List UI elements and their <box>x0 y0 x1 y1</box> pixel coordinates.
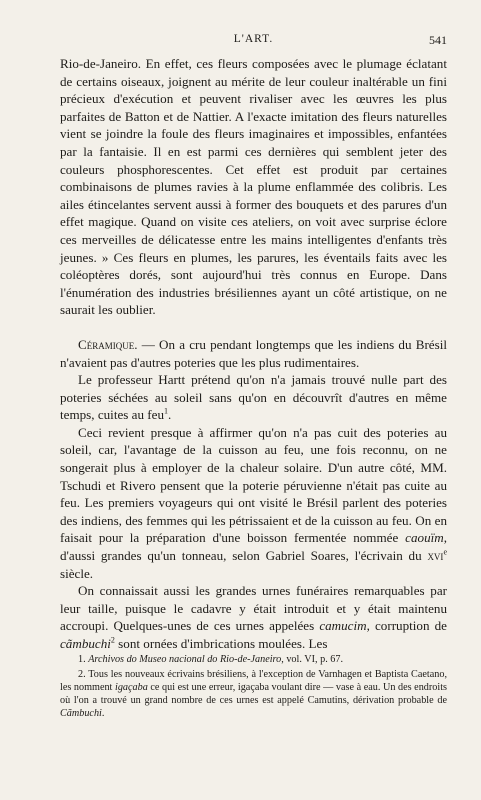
section-title-ceramique: Céramique. <box>78 336 138 352</box>
running-head: L'ART. <box>233 33 274 45</box>
paragraph-feathers: Rio-de-Janeiro. En effet, ces fleurs composées avec le plumage éclatant de certains oiseaux, joignent au mérite de leur couleur inaltérable un fini précieux d'exécution et peuvent rivaliser avec les œuvres les plus parfaites de Batton et de Nattier. A l'exacte imitation des fleurs naturelles vient se joindre la foule des fleurs imaginaires et impossibles, enfantées par la fantaisie. Il en est parmi ces dernières qui semblent jeter des couleurs phosphorescentes. Cet effet est produit par certaines combinaisons de plumes ravies à la plume enflammée des colibris. Les ailes étincelantes servent aussi à former des bouquets et des parures d'un effet magique. Quand on visite ces ateliers, on voit avec surprise éclore ces merveilles de délicatesse entre les mains intelligentes d'enfants très jeunes. » Ces fleurs en plumes, les parures, les éventails faits avec les coléoptères dorés, sont aujourd'hui très connus en Europe. Dans l'énumération des industries brésiliennes ayant un côté artistique, on ne saurait les oublier. <box>60 56 447 318</box>
footnote-text: ce qui est une erreur, igaçaba voulant dire — vase à eau. Un des endroits où l'on a trouvé un grand nombre de ces urnes est appelé Camutins, dérivation probable de <box>60 681 447 706</box>
paragraph-text: — On a cru pendant longtemps que les indiens du Brésil n'avaient pas d'autres poteries que les plus rudimentaires. <box>60 336 447 370</box>
century-numeral: xvi <box>427 548 444 564</box>
paragraph-hartt <box>60 371 447 424</box>
term-cambuchi: cãmbuchi <box>60 636 111 651</box>
paragraph-text: , corruption de <box>366 618 447 634</box>
paragraph-text: , d'aussi grandes qu'un tonneau, selon Gabriel Soares, l'écrivain du <box>60 530 447 564</box>
term-camucim: camucim <box>319 618 367 634</box>
footnote-ref-1[interactable]: 1 <box>164 406 168 416</box>
body-text <box>60 55 447 653</box>
paragraph-cuisson <box>60 424 447 582</box>
footnote-text: , vol. VI, p. 67. <box>281 654 344 665</box>
footnote-2 <box>60 669 447 721</box>
term-igacaba: igaçaba <box>114 681 148 693</box>
footnote-source-title: Archivos do Museo nacional do Rio-de-Janeiro <box>88 654 282 665</box>
footnotes <box>60 654 447 723</box>
page-header <box>60 33 447 49</box>
term-cambuchi-footnote: Cãmbuchi <box>60 707 102 719</box>
paragraph-text: Ceci revient presque à affirmer qu'on n'a pas cuit des poteries au soleil, car, l'avantage de la cuisson au feu, une fois reconnu, on ne songerait plus à employer de la chaleur solaire. D'un autre côté, MM. Tschudi et Rivero pensent que la poterie péruvienne n'était pas cuite au feu. Les premiers voyageurs qui ont visité le Brésil parlent des poteries des indiens, des femmes qui les pétrissaient et de la cuisson au feu. On en faisait pour la préparation d'une boisson fermentée nommée <box>60 424 447 546</box>
paragraph-text: sont ornées d'imbrications moulées. Les <box>114 636 328 651</box>
page-number: 541 <box>429 33 447 47</box>
term-caouim: caouïm <box>405 530 444 546</box>
footnote-text: . <box>101 707 105 719</box>
footnote-text: 2. Tous les nouveaux écrivains brésiliens, à l'exception de Varnhagen et Baptista Caetano, les nomment <box>60 668 447 693</box>
paragraph-text: siècle. <box>60 565 94 581</box>
paragraph-urnes <box>60 582 447 652</box>
footnote-ref-2[interactable]: 2 <box>110 635 115 645</box>
paragraph-text: On connaissait aussi les grandes urnes funéraires remarquables par leur taille, puisque le cadavre y était introduit et y était maintenu accroupi. Quelques-unes de ces urnes appelées <box>60 583 447 634</box>
paragraph-ceramique <box>60 336 447 371</box>
century-suffix: e <box>443 547 447 557</box>
section-gap <box>60 319 447 336</box>
footnote-number: 1. <box>78 654 89 665</box>
paragraph-text: . <box>168 407 172 423</box>
footnote-1 <box>60 654 447 667</box>
paragraph-text: Le professeur Hartt prétend qu'on n'a jamais trouvé nulle part des poteries séchées au soleil sans qu'on en découvrît d'autres en même temps, cuites au feu <box>60 372 447 423</box>
